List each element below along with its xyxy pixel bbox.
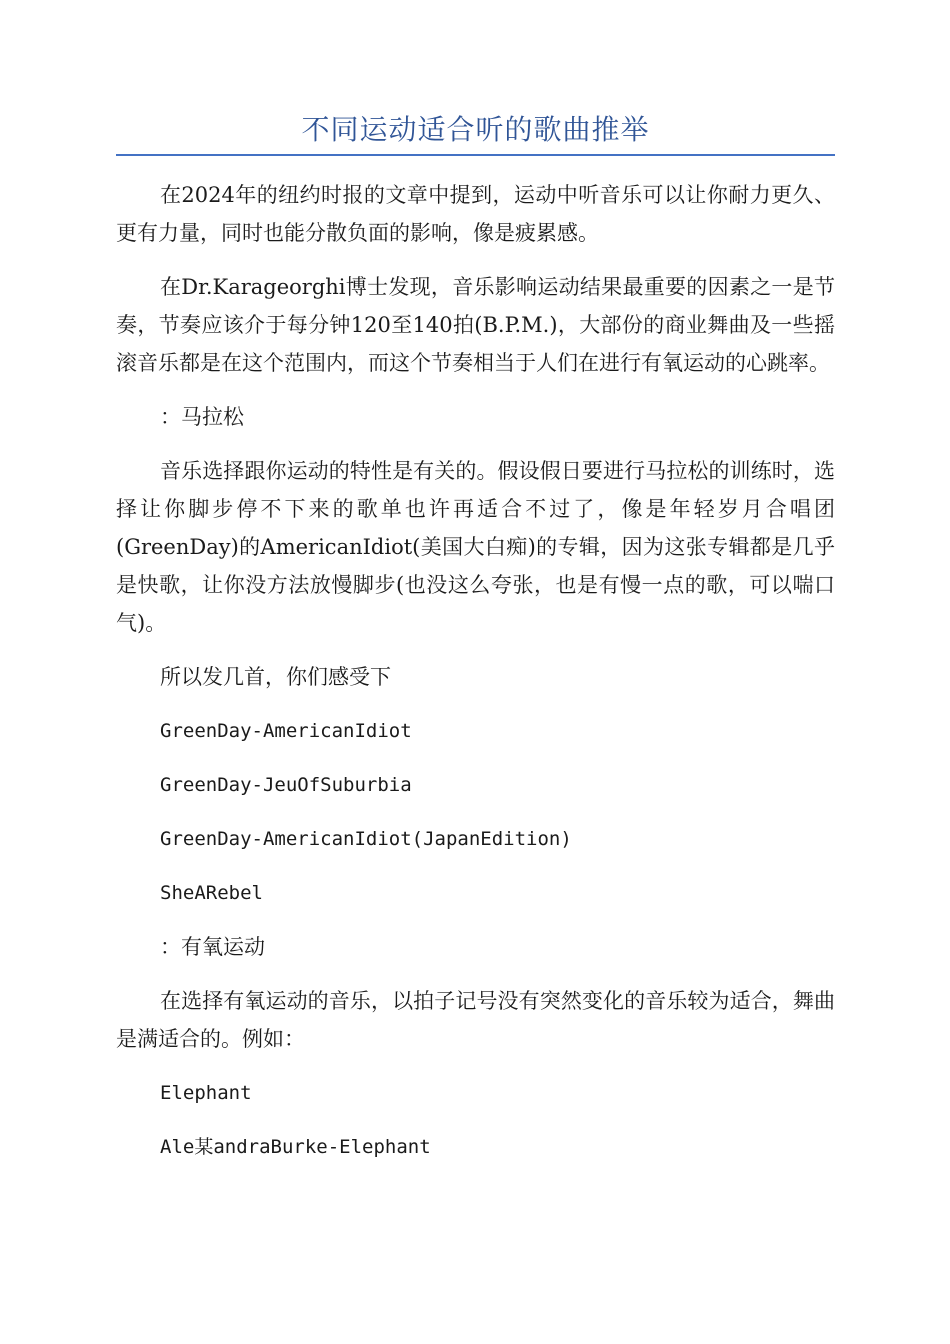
- marathon-intro-line: 所以发几首，你们感受下: [160, 665, 391, 689]
- section-heading-aerobic: ：有氧运动: [160, 935, 265, 959]
- title-underline: [116, 154, 835, 156]
- section-heading-marathon: ：马拉松: [160, 405, 244, 429]
- page-title: 不同运动适合听的歌曲推举: [301, 113, 650, 146]
- intro-paragraph-1: 在2024年的纽约时报的文章中提到，运动中听音乐可以让你耐力更久、更有力量，同时也能分散负面的影响，像是疲累感。: [116, 183, 835, 245]
- song-item: GreenDay-AmericanIdiot(JapanEdition): [160, 828, 572, 850]
- song-item: GreenDay-JeuOfSuburbia: [160, 774, 412, 796]
- song-item: Ale某andraBurke-Elephant: [160, 1136, 431, 1158]
- song-item: SheARebel: [160, 882, 263, 904]
- marathon-paragraph: 音乐选择跟你运动的特性是有关的。假设假日要进行马拉松的训练时，选择让你脚步停不下来的歌单也许再适合不过了，像是年轻岁月合唱团(GreenDay)的AmericanIdiot(美国大白痴)的专辑，因为这张专辑都是几乎是快歌，让你没方法放慢脚步(也没这么夸张，也是有慢一点的歌，可以喘口气)。: [116, 459, 835, 635]
- intro-paragraph-2: 在Dr.Karageorghi博士发现，音乐影响运动结果最重要的因素之一是节奏，节奏应该介于每分钟120至140拍(B.P.M.)，大部份的商业舞曲及一些摇滚音乐都是在这个范围内，而这个节奏相当于人们在进行有氧运动的心跳率。: [116, 275, 835, 375]
- song-item: GreenDay-AmericanIdiot: [160, 720, 412, 742]
- song-item: Elephant: [160, 1082, 252, 1104]
- document-page: [116, 108, 835, 1182]
- aerobic-paragraph: 在选择有氧运动的音乐，以拍子记号没有突然变化的音乐较为适合，舞曲是满适合的。例如：: [116, 989, 835, 1051]
